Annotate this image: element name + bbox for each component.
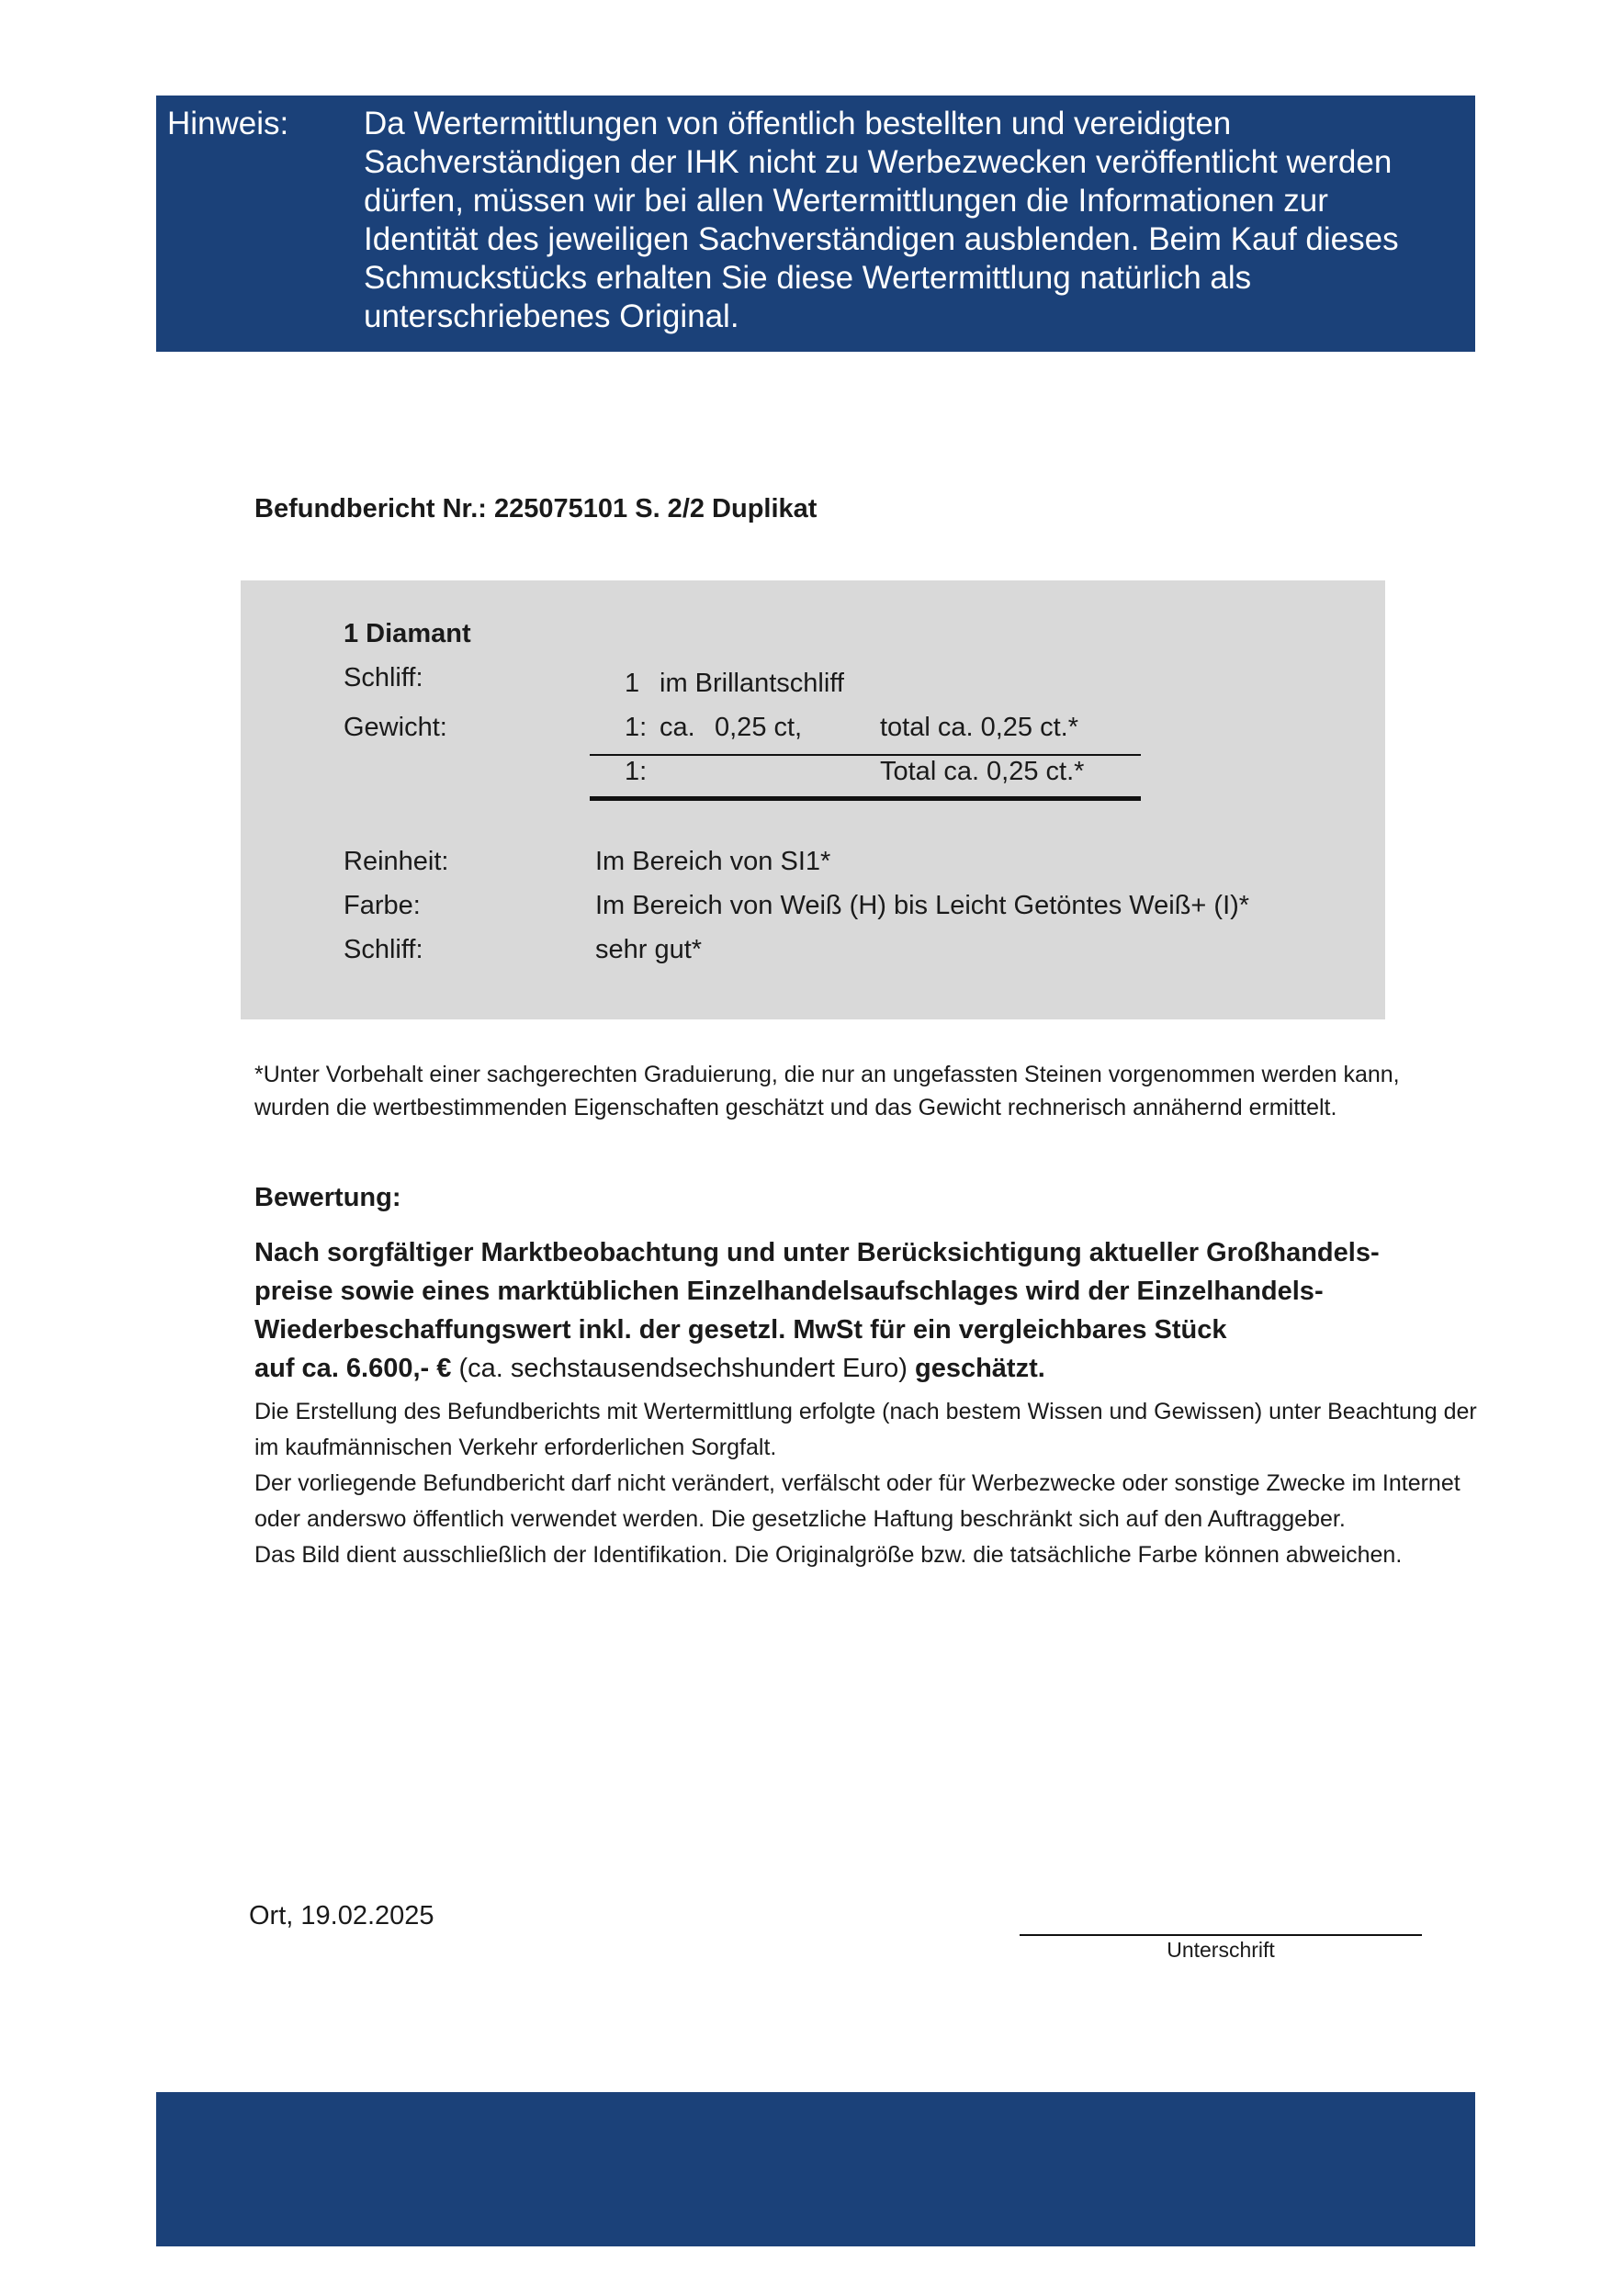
cut-value: sehr gut* — [595, 935, 703, 964]
valuation-amount-words: (ca. sechstausendsechshundert Euro) — [458, 1354, 908, 1383]
farbe-value: Im Bereich von Weiß (H) bis Leicht Getöntes Weiß+ (I)* — [595, 891, 1250, 920]
bewertung-line: Wiederbeschaffungswert inkl. der gesetzl. MwSt für ein vergleichbares Stück — [254, 1315, 1227, 1345]
bewertung-value-line — [254, 1349, 1476, 1388]
legal-paragraph: Das Bild dient ausschließlich der Identifikation. Die Originalgröße bzw. die tatsächliche Farbe können abweichen. — [254, 1542, 1403, 1568]
gewicht-value: 0,25 ct, — [715, 713, 803, 742]
valuation-estimated: geschätzt. — [914, 1354, 1045, 1383]
legal-paragraph: Die Erstellung des Befundberichts mit Wertermittlung erfolgte (nach bestem Wissen und Gewissen) unter Beachtung der im kaufmännischen Verkehr erforderlichen Sorgfalt. — [254, 1399, 1477, 1460]
gewicht-count: 1: — [625, 713, 648, 742]
signature-label: Unterschrift — [1167, 1938, 1275, 1962]
signature-line — [1020, 1934, 1422, 1936]
sum-rule-thick — [590, 796, 1141, 801]
gewicht-total: total ca. 0,25 ct.* — [880, 713, 1079, 742]
legal-notes — [254, 1394, 1485, 1573]
reinheit-label: Reinheit: — [344, 847, 449, 876]
bewertung-heading: Bewertung: — [254, 1183, 401, 1212]
notice-banner — [156, 96, 1475, 352]
farbe-label: Farbe: — [344, 891, 421, 920]
bewertung-line: Nach sorgfältiger Marktbeobachtung und unter Berücksichtigung aktueller Großhandels- — [254, 1238, 1380, 1267]
place-date: Ort, 19.02.2025 — [249, 1901, 434, 1930]
footer-bar — [156, 2092, 1475, 2246]
reinheit-value: Im Bereich von SI1* — [595, 847, 831, 876]
bewertung-text — [254, 1233, 1476, 1388]
notice-label: Hinweis: — [167, 106, 289, 141]
grading-footnote: *Unter Vorbehalt einer sachgerechten Graduierung, die nur an ungefassten Steinen vorgenommen werden kann, wurden die wertbestimmenden Eigenschaften geschätzt und das Gewicht rechnerisch annähernd ermittelt. — [254, 1062, 1400, 1120]
schliff-count: 1 — [625, 669, 640, 698]
sum-count: 1: — [625, 757, 648, 786]
cut-label: Schliff: — [344, 935, 423, 964]
schliff-label: Schliff: — [344, 663, 423, 692]
gewicht-label: Gewicht: — [344, 713, 447, 742]
bewertung-line: preise sowie eines marktüblichen Einzelhandelsaufschlages wird der Einzelhandels- — [254, 1277, 1324, 1306]
diamond-heading: 1 Diamant — [344, 619, 471, 648]
report-title: Befundbericht Nr.: 225075101 S. 2/2 Duplikat — [254, 494, 818, 523]
schliff-value: im Brillantschliff — [660, 669, 844, 698]
notice-text: Da Wertermittlungen von öffentlich bestellten und vereidigten Sachverständigen der IHK nicht zu Werbezwecken veröffentlicht werden dürfen, müssen wir bei allen Wertermittlungen die Informationen zur Identität des jeweiligen Sachverständigen ausblenden. Beim Kauf dieses Schmuckstücks erhalten Sie diese Wertermittlung natürlich als unterschriebenes Original. — [364, 106, 1399, 334]
gewicht-ca: ca. — [660, 713, 695, 742]
sum-total: Total ca. 0,25 ct.* — [880, 757, 1085, 786]
valuation-amount: auf ca. 6.600,- € — [254, 1354, 452, 1383]
legal-paragraph: Der vorliegende Befundbericht darf nicht verändert, verfälscht oder für Werbezwecke oder sonstige Zwecke im Internet oder anderswo öffentlich verwendet werden. Die gesetzliche Haftung beschränkt sich auf den Auftraggeber. — [254, 1470, 1460, 1532]
diamond-details-box — [241, 580, 1385, 1019]
